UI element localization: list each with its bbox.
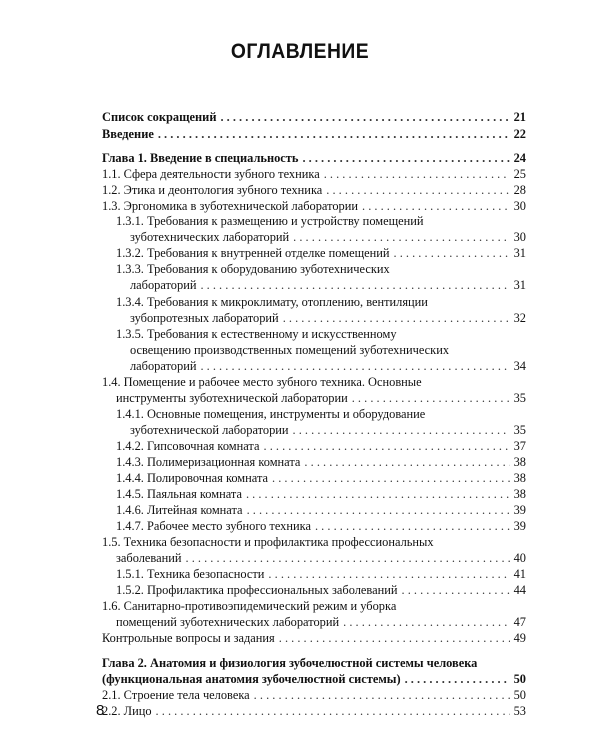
toc-entry[interactable] [102,630,526,646]
toc-entry-text: лабораторий [130,359,197,373]
toc-entry[interactable] [116,486,526,502]
toc-entry[interactable] [102,687,526,703]
toc-entry[interactable] [102,182,526,198]
toc-entry-text: (функциональная анатомия зубочелюстной системы) [102,672,401,686]
toc-page-number: 35 [513,391,526,405]
toc-page-number: 34 [513,359,526,373]
toc-entry-text: 1.4.5. Паяльная комната [116,487,242,501]
toc-entry-text: 1.4.2. Гипсовочная комната [116,439,260,453]
toc-entry[interactable] [116,294,526,326]
toc-entry-text: 1.5.1. Техника безопасности [116,567,265,581]
toc-entry-text: лабораторий [130,278,197,292]
toc-entry-text: 1.1. Сфера деятельности зубного техника [102,167,320,181]
toc-entry-text: 2.2. Лицо [102,704,152,718]
toc-entry-text: освещению производственных помещений зуботехнических [130,343,450,357]
toc-page-number: 50 [513,688,526,702]
toc-page-number: 30 [513,199,526,213]
toc-entry-text: 1.3. Эргономика в зуботехнической лаборатории [102,199,358,213]
toc-page-number: 31 [513,278,526,292]
toc-entry-text: 1.4.7. Рабочее место зубного техника [116,519,311,533]
toc-entry[interactable] [102,598,526,630]
toc-page-number: 21 [513,110,526,124]
toc-entry[interactable] [116,261,526,293]
toc-entry[interactable] [102,109,526,125]
toc-entry[interactable] [116,470,526,486]
toc-entry-text: Контрольные вопросы и задания [102,631,275,645]
toc-page-number: 39 [513,503,526,517]
toc-entry-text: 1.4.3. Полимеризационная комната [116,455,301,469]
toc-entry[interactable] [102,166,526,182]
toc-page-number: 53 [513,704,526,718]
toc-entry-text: 2.1. Строение тела человека [102,688,250,702]
toc-entry[interactable] [116,518,526,534]
toc-entry-text: 1.5.2. Профилактика профессиональных заболеваний [116,583,398,597]
toc-entry[interactable] [102,198,526,214]
toc-page-number: 38 [513,487,526,501]
toc-page-number: 32 [513,311,526,325]
toc-entry-text: 1.6. Санитарно-противоэпидемический режим и уборка [102,599,397,613]
toc-entry-text: зуботехнических лабораторий [130,230,290,244]
toc-page-number: 24 [513,151,526,165]
toc-entry[interactable] [102,655,526,687]
toc-entry-text: Введение [102,127,154,141]
toc-page-number: 37 [513,439,526,453]
toc-page-number: 38 [513,471,526,485]
toc-entry-text: помещений зуботехнических лабораторий [116,615,340,629]
toc-page-number: 49 [513,631,526,645]
toc-entry[interactable] [116,438,526,454]
toc-entry-text: зубопротезных лабораторий [130,311,279,325]
toc-entry[interactable] [116,454,526,470]
toc-page-number: 40 [513,551,526,565]
toc-page-number: 22 [513,127,526,141]
toc-entry[interactable] [116,502,526,518]
toc-title: ОГЛАВЛЕНИЕ [230,40,370,63]
toc-entry[interactable] [102,374,526,406]
toc-page-number: 38 [513,455,526,469]
toc-entry-text: 1.4. Помещение и рабочее место зубного техника. Основные [102,375,422,389]
toc-entry-text: 1.3.5. Требования к естественному и искусственному [116,327,397,341]
toc-page-number: 31 [513,246,526,260]
toc-entry-text: 1.3.3. Требования к оборудованию зуботехнических [116,262,390,276]
toc-entry[interactable] [116,582,526,598]
toc-entry[interactable] [116,326,526,374]
toc-page-number: 50 [513,672,526,686]
toc-entry-text: Список сокращений [102,110,217,124]
toc-entry[interactable] [102,703,526,719]
toc-entry-text: Глава 1. Введение в специальность [102,151,299,165]
toc-entry-text: 1.5. Техника безопасности и профилактика профессиональных [102,535,434,549]
toc-page-number: 41 [513,567,526,581]
toc-entry[interactable] [102,150,526,166]
toc-page-number: 30 [513,230,526,244]
toc-entry-text: 1.3.1. Требования к размещению и устройству помещений [116,214,424,228]
toc-page-number: 35 [513,423,526,437]
toc-entry[interactable] [102,126,526,142]
toc-entry-text: 1.4.1. Основные помещения, инструменты и оборудование [116,407,426,421]
toc-page-number: 39 [513,519,526,533]
toc-entry[interactable] [102,534,526,566]
toc-page-number: 47 [513,615,526,629]
toc-entry-text: 1.2. Этика и деонтология зубного техника [102,183,323,197]
toc-entry-text: Глава 2. Анатомия и физиология зубочелюстной системы человека [102,656,478,670]
toc-entry-text: 1.4.6. Литейная комната [116,503,243,517]
page-number: 8 [96,702,105,719]
toc-page-number: 44 [513,583,526,597]
toc-entry-text: 1.3.2. Требования к внутренней отделке помещений [116,246,390,260]
toc-entry-text: 1.3.4. Требования к микроклимату, отоплению, вентиляции [116,295,428,309]
toc-entry-text: инструменты зуботехнической лаборатории [116,391,348,405]
toc-entry-text: зуботехнической лаборатории [130,423,289,437]
toc-entry-text: 1.4.4. Полировочная комната [116,471,269,485]
toc-page-number: 28 [513,183,526,197]
toc-entry[interactable] [116,406,526,438]
toc-entry[interactable] [116,245,526,261]
toc-entry[interactable] [116,213,526,245]
toc-entry-text: заболеваний [116,551,182,565]
toc-entry[interactable] [116,566,526,582]
toc-page-number: 25 [513,167,526,181]
